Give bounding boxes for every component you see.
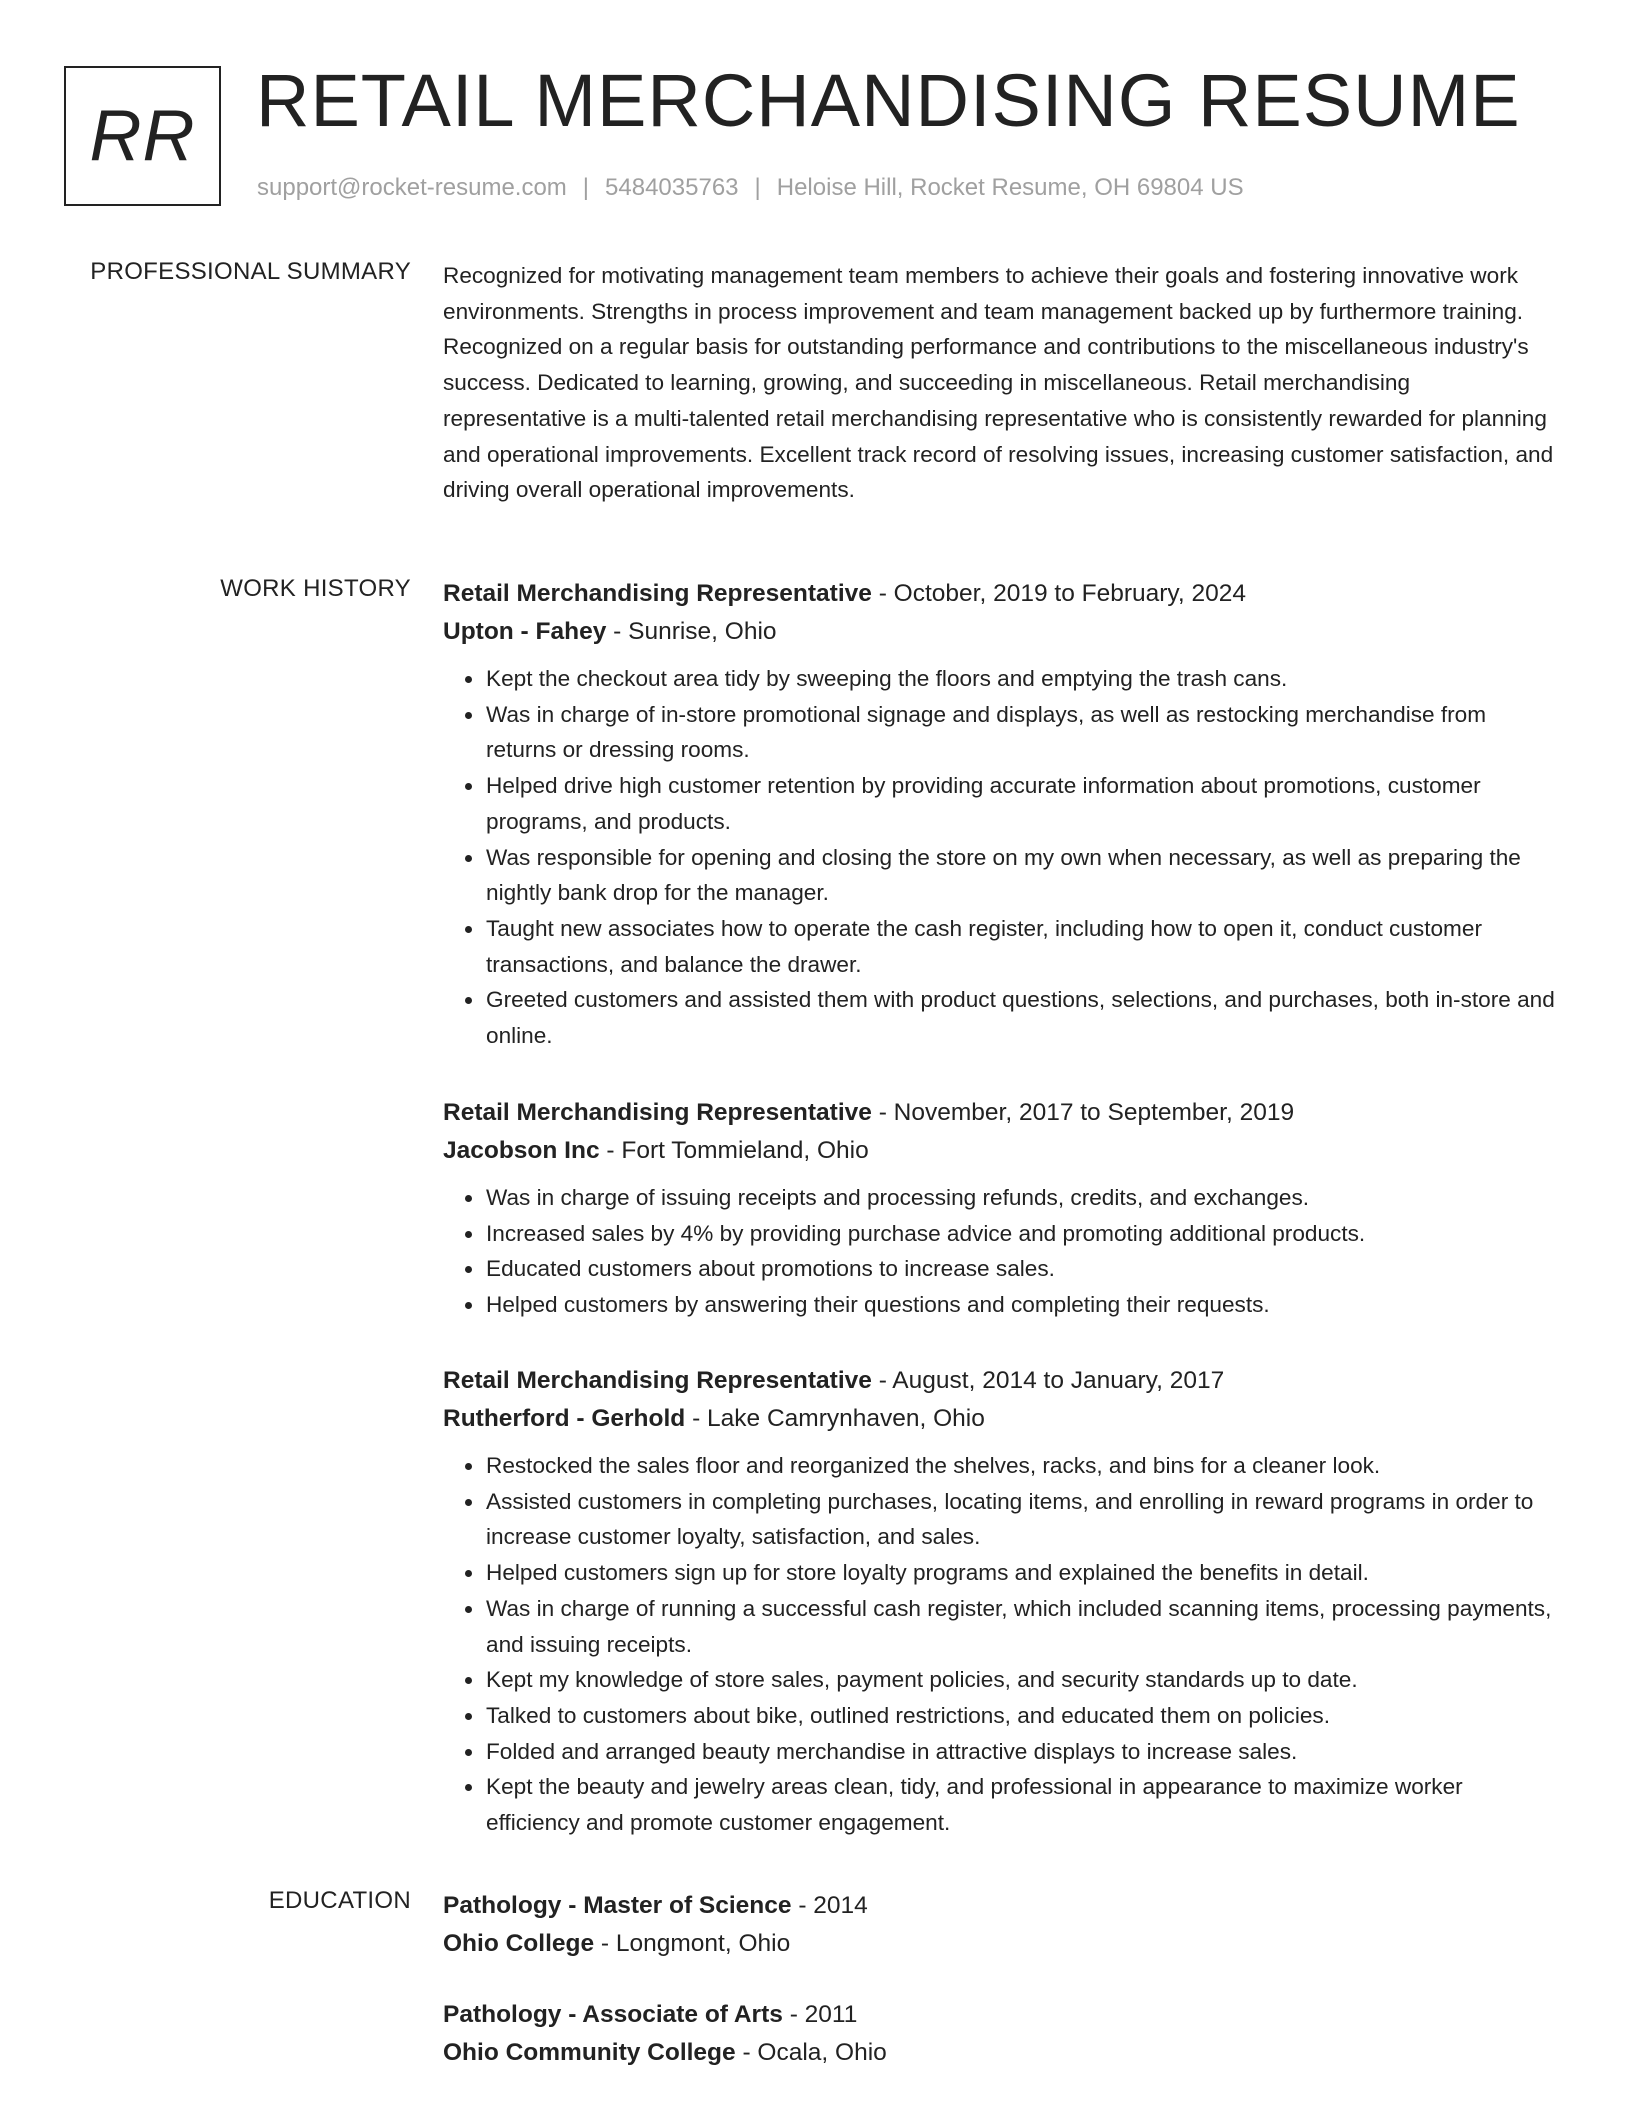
education-heading: EDUCATION [268,1887,411,1914]
degree: Pathology - Master of Science [443,1892,792,1919]
job-title-line [443,1094,1555,1132]
job-title-line [443,1362,1555,1400]
school-location: - Ocala, Ohio [735,2039,887,2066]
job-entry [443,1094,1555,1323]
contact-phone: 5484035763 [605,174,739,201]
bullet-item: Taught new associates how to operate the cash register, including how to open it, conduct customer transactions, and balance the drawer. [486,911,1555,982]
job-location: - Lake Camrynhaven, Ohio [685,1405,985,1432]
job-company: Rutherford - Gerhold [443,1405,686,1432]
job-location: - Fort Tommieland, Ohio [599,1137,869,1164]
bullet-item: Kept the checkout area tidy by sweeping the floors and emptying the trash cans. [486,661,1555,697]
school-line [443,1925,1555,1963]
job-bullets [443,1448,1555,1841]
education-entry [443,1887,1555,1963]
job-entry [443,1362,1555,1841]
degree-line [443,1887,1555,1925]
bullet-item: Educated customers about promotions to increase sales. [486,1251,1555,1287]
contact-email: support@rocket-resume.com [257,174,567,201]
monogram-box [64,66,221,206]
job-title: Retail Merchandising Representative [443,580,872,607]
work-history-body [443,575,1555,1054]
bullet-item: Helped customers by answering their questions and completing their requests. [486,1287,1555,1323]
bullet-item: Kept my knowledge of store sales, payment policies, and security standards up to date. [486,1662,1555,1698]
bullet-item: Helped customers sign up for store loyalty programs and explained the benefits in detail. [486,1555,1555,1591]
education-body [443,1887,1555,1963]
degree-year: - 2014 [791,1892,868,1919]
job-dates: - October, 2019 to February, 2024 [871,580,1246,607]
school: Ohio Community College [443,2039,736,2066]
job-company-line [443,613,1555,651]
bullet-item: Was in charge of running a successful cash register, which included scanning items, processing payments, and issuing receipts. [486,1591,1555,1662]
job-company-line [443,1132,1555,1170]
bullet-item: Was in charge of in-store promotional signage and displays, as well as restocking merchandise from returns or dressing rooms. [486,697,1555,768]
job-title: Retail Merchandising Representative [443,1099,872,1126]
bullet-item: Helped drive high customer retention by providing accurate information about promotions, customer programs, and products. [486,768,1555,839]
job-dates: - November, 2017 to September, 2019 [871,1099,1295,1126]
degree-year: - 2011 [782,2001,858,2028]
job-title-line [443,575,1555,613]
job-company-line [443,1400,1555,1438]
job-dates: - August, 2014 to January, 2017 [871,1367,1225,1394]
job-bullets [443,1180,1555,1323]
job-location: - Sunrise, Ohio [606,618,777,645]
bullet-item: Restocked the sales floor and reorganized the shelves, racks, and bins for a cleaner look. [486,1448,1555,1484]
job-company: Upton - Fahey [443,618,607,645]
education-entry [443,1996,1555,2072]
job-bullets [443,661,1555,1054]
summary-heading: PROFESSIONAL SUMMARY [90,258,411,285]
summary-text: Recognized for motivating management team members to achieve their goals and fostering innovative work environments. Strengths in process improvement and team management backed up by furthermore training. Recognized on a regular basis for outstanding performance and contributions to the miscellaneous industry's success. Dedicated to learning, growing, and succeeding in miscellaneous. Retail merchandising representative is a multi-talented retail merchandising representative who is consistently rewarded for planning and operational improvements. Excellent track record of resolving issues, increasing customer satisfaction, and driving overall operational improvements. [443,263,1554,503]
bullet-item: Talked to customers about bike, outlined restrictions, and educated them on policies. [486,1698,1555,1734]
job-company: Jacobson Inc [443,1137,600,1164]
bullet-item: Was responsible for opening and closing the store on my own when necessary, as well as preparing the nightly bank drop for the manager. [486,840,1555,911]
school: Ohio College [443,1930,595,1957]
school-location: - Longmont, Ohio [594,1930,791,1957]
monogram-initials: RR [89,96,196,176]
bullet-item: Greeted customers and assisted them with product questions, selections, and purchases, both in-store and online. [486,982,1555,1053]
contact-separator: | [754,174,761,201]
bullet-item: Assisted customers in completing purchases, locating items, and enrolling in reward programs in order to increase customer loyalty, satisfaction, and sales. [486,1484,1555,1555]
bullet-item: Folded and arranged beauty merchandise in attractive displays to increase sales. [486,1734,1555,1770]
resume-title: RETAIL MERCHANDISING RESUME [256,59,1521,142]
contact-separator: | [582,174,590,201]
job-entry [443,575,1555,1054]
contact-address: Heloise Hill, Rocket Resume, OH 69804 US [776,174,1244,201]
contact-line [257,174,1244,202]
school-line [443,2034,1555,2072]
work-history-heading: WORK HISTORY [220,575,411,602]
bullet-item: Was in charge of issuing receipts and processing refunds, credits, and exchanges. [486,1180,1555,1216]
degree: Pathology - Associate of Arts [443,2001,783,2028]
degree-line [443,1996,1555,2034]
job-title: Retail Merchandising Representative [443,1367,872,1394]
bullet-item: Increased sales by 4% by providing purchase advice and promoting additional products. [486,1216,1555,1252]
summary-body [443,258,1555,508]
bullet-item: Kept the beauty and jewelry areas clean, tidy, and professional in appearance to maximize worker efficiency and promote customer engagement. [486,1769,1555,1840]
